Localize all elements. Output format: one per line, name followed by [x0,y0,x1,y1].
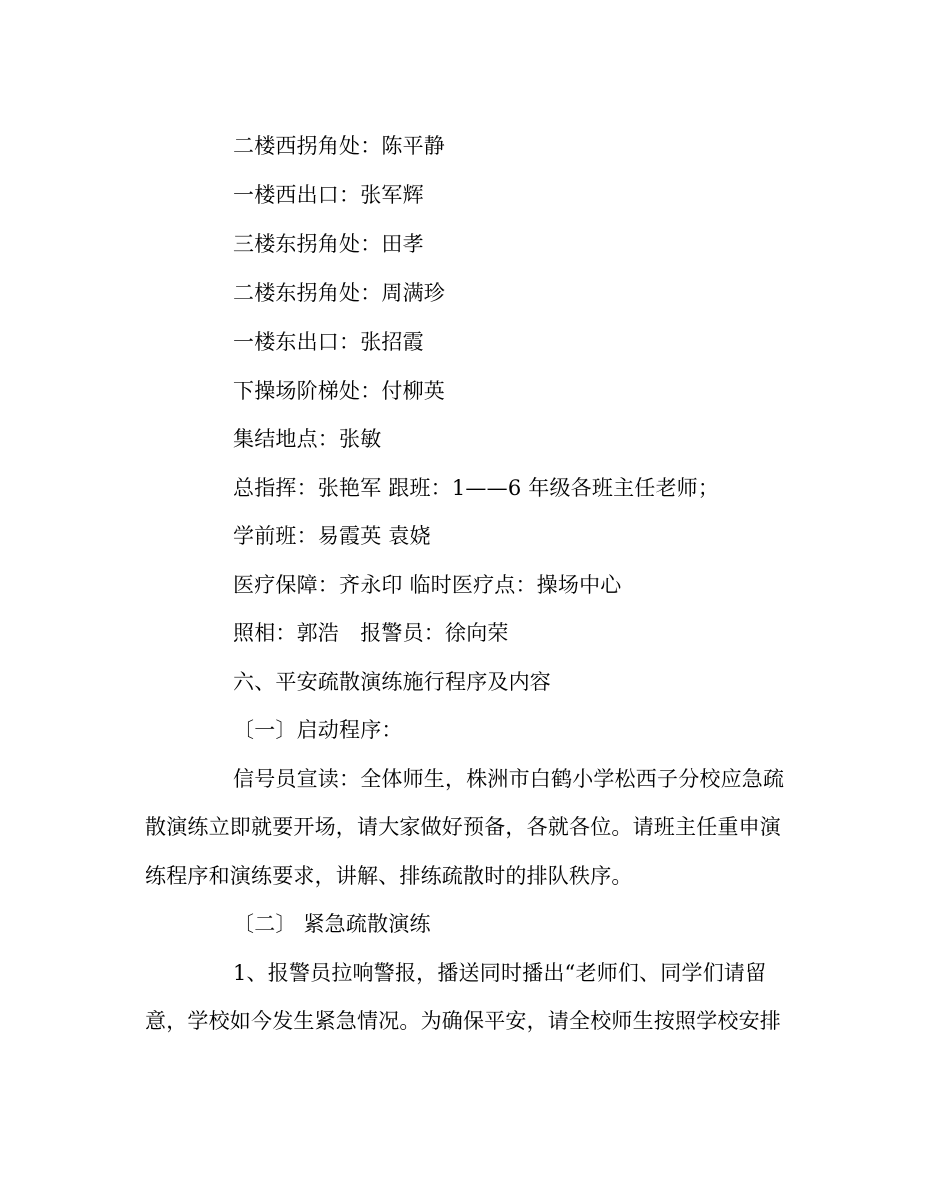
text-line: 医疗保障：齐永印 临时医疗点：操场中心 [233,573,622,597]
text-line: 照相：郭浩 报警员：徐向荣 [233,621,509,645]
text-line: 一楼东出口：张招霞 [233,330,424,354]
subsection-heading: 〔二〕 紧急疏散演练 [233,912,431,936]
text-line: 下操场阶梯处：付柳英 [233,379,445,403]
paragraph-line: 练程序和演练要求，讲解、排练疏散时的排队秩序。 [145,864,633,888]
text-line: 一楼西出口：张军辉 [233,183,424,207]
text-line: 二楼东拐角处：周满珍 [233,281,445,305]
text-line: 总指挥：张艳军 跟班：1——6 年级各班主任老师； [233,476,720,500]
paragraph-line: 散演练立即就要开场，请大家做好预备，各就各位。请班主任重申演 [145,815,781,839]
text-line: 二楼西拐角处：陈平静 [233,134,445,158]
paragraph-line: 意，学校如今发生紧急情况。为确保平安，请全校师生按照学校安排 [145,1009,781,1033]
text-line: 学前班：易霞英 袁娆 [233,524,431,548]
section-heading: 六、平安疏散演练施行程序及内容 [233,670,551,694]
text-line: 集结地点：张敏 [233,427,382,451]
paragraph-line: 1、报警员拉响警报，播送同时播出“老师们、同学们请留 [233,961,767,985]
paragraph-line: 信号员宣读：全体师生，株洲市白鹤小学松西子分校应急疏 [233,767,785,791]
text-line: 三楼东拐角处：田孝 [233,232,424,256]
subsection-heading: 〔一〕启动程序： [233,718,403,742]
